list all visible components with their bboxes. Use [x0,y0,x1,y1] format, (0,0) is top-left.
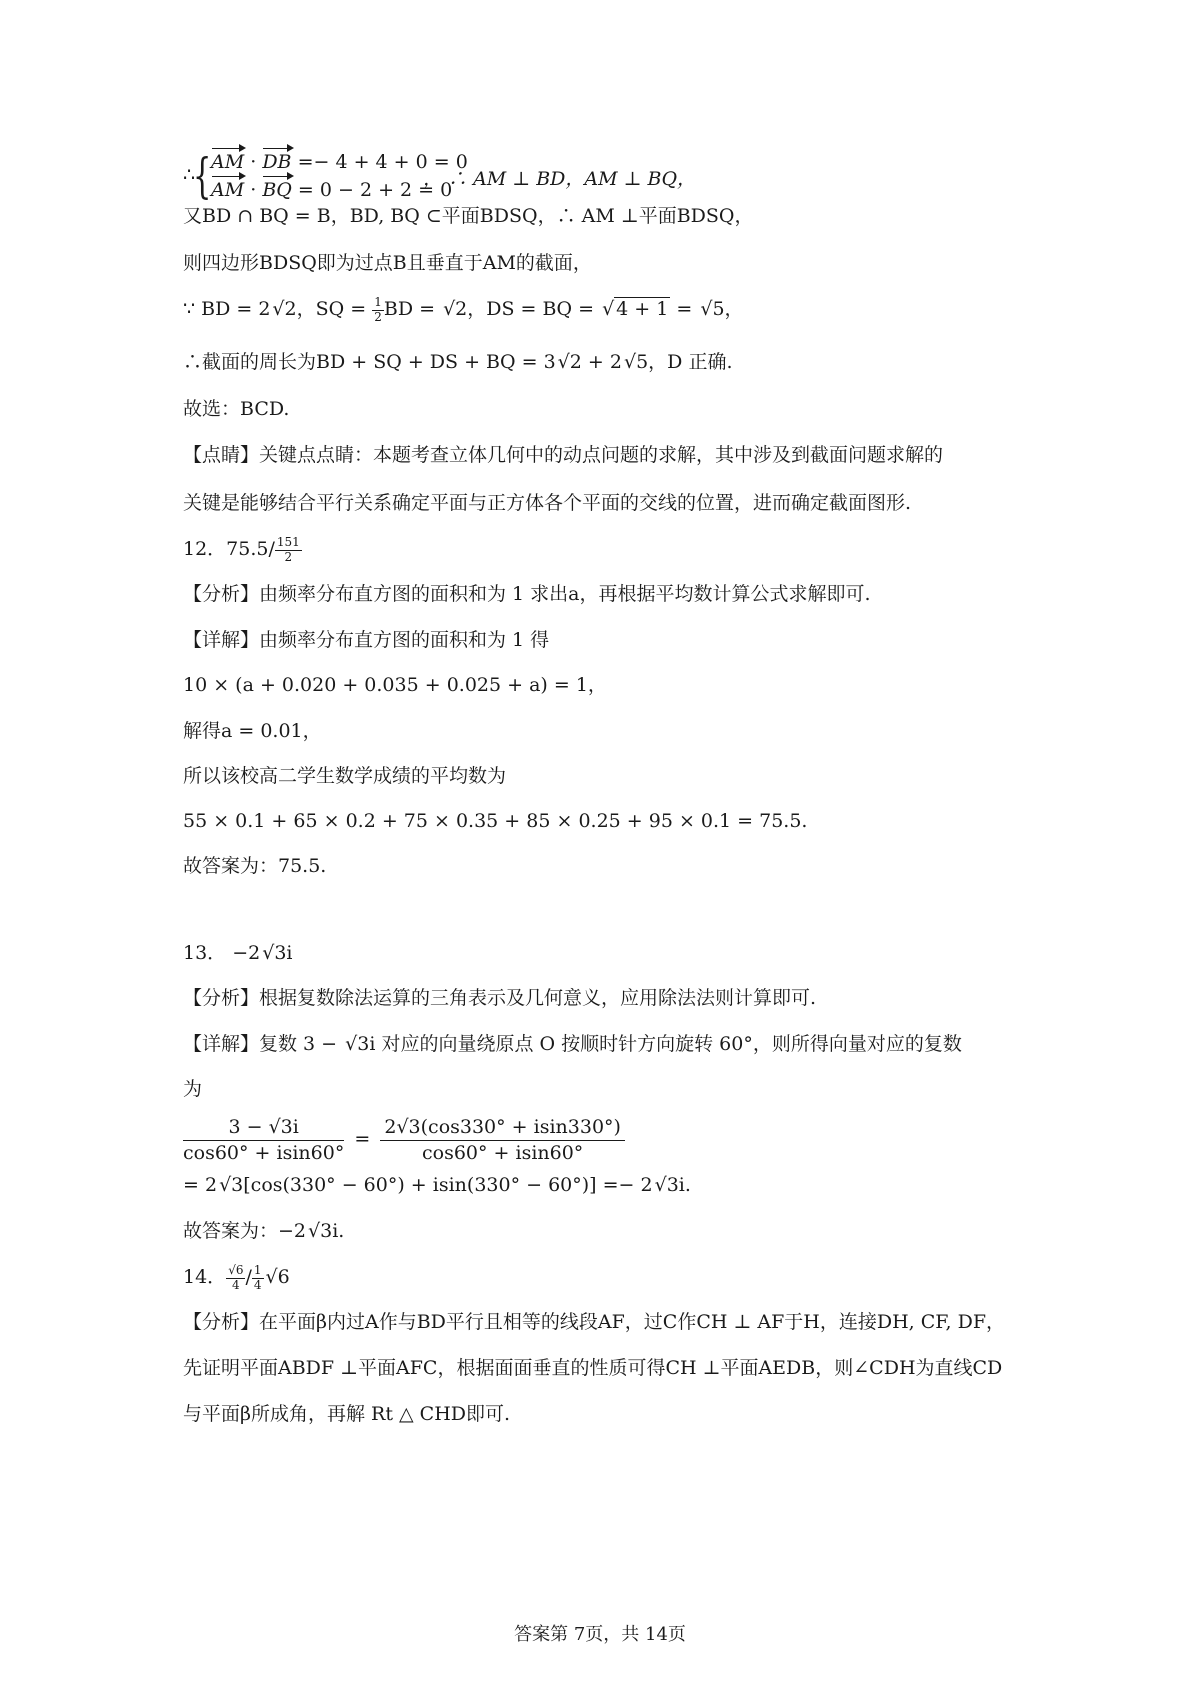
text-segment: 14． [183,1266,227,1288]
text-line: 【分析】根据复数除法运算的三角表示及几何意义，应用除法法则计算即可. [183,987,817,1009]
fraction-numerator: 1 [253,1263,262,1278]
text-line [183,1172,691,1198]
row1-rhs: =− 4 + 4 + 0 = 0 [297,151,468,173]
text-segment: 6 [277,1266,290,1288]
text-segment: BD = [383,298,442,320]
therefore-symbol: ∴ [183,164,196,186]
fraction-denominator: 4 [253,1277,262,1292]
fraction [226,1264,245,1291]
text-segment: 3(cos330° + isin330°) [408,1116,621,1138]
text-line: 【分析】由频率分布直方图的面积和为 1 求出a，再根据平均数计算公式求解即可. [183,583,871,605]
text-segment: = [670,298,699,320]
radicand: 4 + 1 [616,298,669,320]
sqrt-symbol: √ [262,942,275,964]
text-segment: = 2 [183,1174,218,1196]
text-line-perimeter [183,349,732,375]
fraction [372,296,384,323]
fraction-denominator: cos60° + isin60° [421,1141,584,1164]
text-segment: 13． −2 [183,942,261,964]
text-segment: ∴截面的周长为BD + SQ + DS + BQ = 3 [183,351,556,373]
text-segment: 12．75.5/ [183,538,275,560]
text-line: 故答案为：75.5. [183,855,327,877]
vector-db: DB [262,151,292,173]
text-segment: 6 [235,1263,244,1278]
text-segment: 3 − [228,1116,269,1138]
text-segment: 3i. [320,1220,345,1242]
fraction-numerator [183,1117,344,1141]
division-equation [183,1117,625,1164]
page-footer: 答案第 7页，共 14页 [514,1624,686,1645]
fraction-denominator: cos60° + isin60° [183,1141,345,1164]
text-line: 所以该校高二学生数学成绩的平均数为 [183,765,507,787]
equals-sign: = [354,1128,371,1151]
text-segment: 5，D 正确. [636,351,733,373]
text-segment: 3i [274,942,293,964]
question-14-heading [183,1264,290,1292]
text-line: 关键是能够结合平行关系确定平面与正方体各个平面的交线的位置，进而确定截面图形. [183,492,912,514]
text-segment: / [245,1266,252,1288]
text-line: 【点睛】关键点点睛：本题考查立体几何中的动点问题的求解，其中涉及到截面问题求解的 [183,444,944,466]
text-segment: 5， [712,298,744,320]
text-segment: 2，DS = BQ = [455,298,601,320]
fraction-denominator: 2 [284,549,293,564]
text-segment: 3i. [666,1174,691,1196]
fraction-numerator: √6 [228,1263,244,1278]
text-line: 为 [183,1078,203,1100]
text-line: 10 × (a + 0.020 + 0.035 + 0.025 + a) = 1， [183,674,607,696]
text-line: 先证明平面ABDF ⊥平面AFC，根据面面垂直的性质可得CH ⊥平面AEDB，则∠CDH为直线CD [183,1357,1003,1379]
sqrt-symbol: √ [654,1174,667,1196]
fraction [275,536,302,563]
sqrt-symbol: √ [700,298,713,320]
text-segment: 2，SQ = [284,298,373,320]
text-line: 【分析】在平面β内过A作与BD平行且相等的线段AF，过C作CH ⊥ AF于H，连接DH, CF, DF， [183,1311,1006,1333]
text-segment: 2 [384,1116,397,1138]
fraction-right [380,1117,625,1164]
sqrt-symbol: √ [443,298,456,320]
text-segment: 2 + 2 [569,351,622,373]
fraction-numerator: 151 [276,535,300,550]
text-line: 又BD ∩ BQ = B，BD, BQ ⊂平面BDSQ，∴ AM ⊥平面BDSQ， [183,205,754,227]
fraction-left [183,1117,344,1164]
fraction [252,1264,264,1291]
text-segment: 3i [280,1116,299,1138]
text-line: 与平面β所成角，再解 Rt △ CHD即可. [183,1403,511,1425]
text-line: 【详解】由频率分布直方图的面积和为 1 得 [183,629,550,651]
text-line: 则四边形BDSQ即为过点B且垂直于AM的截面， [183,252,592,274]
row2-rhs: = 0 − 2 + 2 = 0 [297,179,453,201]
fraction-denominator: 4 [232,1277,240,1292]
vector-bq: BQ [262,179,292,201]
fraction-numerator: 1 [374,295,382,310]
sqrt-symbol: √ [272,298,285,320]
system-conclusion: ， ∴ AM ⊥ BD，AM ⊥ BQ， [423,168,697,190]
text-line: 55 × 0.1 + 65 × 0.2 + 75 × 0.35 + 85 × 0.25 + 95 × 0.1 = 75.5. [183,810,808,832]
fraction-denominator: 2 [374,309,382,324]
question-13-heading [183,940,293,966]
equation-row-2: AM · BQ = 0 − 2 + 2 = 0 [211,179,453,201]
sqrt-symbol: √ [557,351,570,373]
text-line: 解得a = 0.01， [183,720,322,742]
text-segment: ∵ BD = 2 [183,298,271,320]
text-segment: 3i 对应的向量绕原点 O 按顺时针方向旋转 60°，则所得向量对应的复数 [357,1033,962,1055]
vector-am: AM [211,151,245,173]
sqrt-symbol: √ [623,351,637,373]
text-line-lengths [183,296,744,324]
vector-am-2: AM [211,179,245,201]
sqrt-symbol: √ [308,1220,321,1242]
sqrt-symbol: √ [219,1174,232,1196]
sqrt-symbol: √ [268,1116,281,1138]
sqrt-symbol: √ [396,1116,409,1138]
question-12-heading [183,536,302,564]
text-line: 故选：BCD. [183,398,290,420]
sqrt-symbol: √ [345,1033,358,1055]
text-line [183,1218,344,1244]
text-segment: 【详解】复数 3 − [183,1033,344,1055]
text-line [183,1031,962,1057]
text-segment: 故答案为：−2 [183,1220,307,1242]
equation-row-1: AM · DB =− 4 + 4 + 0 = 0 [211,151,468,173]
fraction-numerator [380,1117,625,1141]
sqrt-symbol: √ 4 + 1 [602,298,669,320]
left-brace: { [193,148,212,204]
text-segment: 3[cos(330° − 60°) + isin(330° − 60°)] =− 2 [231,1174,653,1196]
sqrt-symbol: √ [265,1266,278,1288]
